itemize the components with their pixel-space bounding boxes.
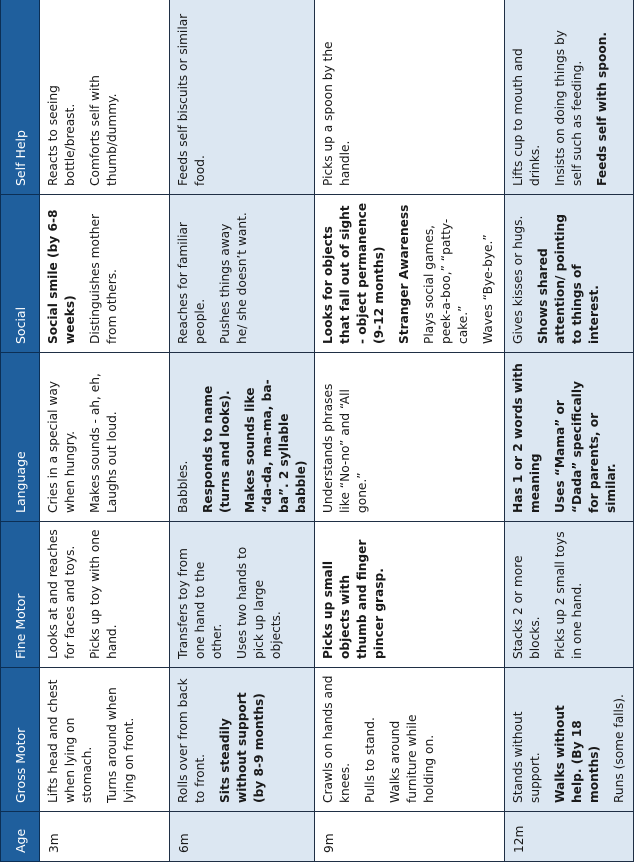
milestone-item: Walks around furniture while holding on.	[388, 714, 436, 803]
milestone-item: Stacks 2 or more blocks.	[511, 555, 542, 659]
milestone-item: Waves “Bye-bye.”	[481, 234, 495, 344]
milestone-item: Responds to name (turns and looks).	[201, 385, 232, 513]
gross-motor-cell	[40, 668, 170, 812]
self-help-cell	[315, 0, 505, 195]
fine-motor-cell	[170, 522, 315, 668]
table-body	[40, 0, 634, 862]
social-cell	[315, 195, 505, 353]
self-help-cell	[40, 0, 170, 195]
gross-motor-cell	[315, 668, 505, 812]
milestone-item: Picks up toy with one hand.	[88, 529, 119, 659]
header-fine-motor: Fine Motor	[1, 522, 40, 668]
milestone-item: Walks without help. (By 18 months)	[553, 705, 601, 803]
language-cell	[40, 353, 170, 522]
age-cell: 6m	[170, 812, 315, 862]
milestone-item: Crawls on hands and knees.	[321, 675, 352, 803]
age-cell: 12m	[505, 812, 634, 862]
header-social: Social	[1, 195, 40, 353]
milestone-item: Uses two hands to pick up large objects.	[235, 546, 283, 659]
milestone-item: Feeds self with spoon.	[595, 31, 609, 186]
milestone-item: Transfers toy from one hand to the other.	[176, 548, 224, 659]
header-gross-motor: Gross Motor	[1, 668, 40, 812]
milestone-item: Distinguishes mother from others.	[88, 214, 119, 344]
header-age: Age	[1, 812, 40, 862]
milestone-item: Understands phrases like “No-no” and “All gone.”	[321, 383, 369, 513]
age-cell: 9m	[315, 812, 505, 862]
table-row	[315, 0, 505, 862]
milestone-item: Shows shared attention/ pointing to things of interest.	[536, 214, 601, 344]
header-row	[1, 0, 40, 862]
social-cell	[40, 195, 170, 353]
milestone-item: Pulls to stand.	[363, 717, 377, 803]
milestone-item: Looks at and reaches for faces and toys.	[46, 529, 77, 659]
fine-motor-cell	[40, 522, 170, 668]
gross-motor-cell	[505, 668, 634, 812]
milestone-item: Comforts self with thumb/dummy.	[88, 75, 119, 186]
header-language: Language	[1, 353, 40, 522]
milestone-item: Looks for objects that fall out of sight - object permanence (9-12 months)	[321, 202, 386, 344]
milestone-item: Feeds self biscuits or similar food.	[176, 13, 207, 186]
milestone-item: Reacts to seeing bottle/breast.	[46, 85, 77, 186]
milestone-item: Lifts cup to mouth and drinks.	[511, 48, 542, 186]
milestone-item: Uses “Mama” or “Dada” specifically for parents, or similar.	[553, 381, 618, 513]
milestone-item: Reaches for familiar people.	[176, 222, 207, 344]
milestone-item: Plays social games, peek-a-boo,” “patty-cake.”	[422, 218, 470, 344]
table-row	[170, 0, 315, 862]
milestone-item: Makes sounds - ah, eh, Laughs out loud.	[88, 373, 119, 513]
milestone-item: Picks up a spoon by the handle.	[321, 41, 352, 186]
milestone-item: Stranger Awareness	[397, 204, 411, 344]
language-cell	[315, 353, 505, 522]
milestone-item: Gives kisses or hugs.	[511, 215, 525, 344]
self-help-cell	[505, 0, 634, 195]
milestone-item: Picks up 2 small toys in one hand.	[553, 531, 584, 659]
self-help-cell	[170, 0, 315, 195]
language-cell	[505, 353, 634, 522]
milestone-item: Insists on doing things by self such as feeding.	[553, 30, 584, 186]
milestone-item: Picks up small objects with thumb and finger pincer grasp.	[321, 539, 386, 659]
milestone-item: Babbles.	[176, 460, 190, 513]
age-cell: 3m	[40, 812, 170, 862]
social-cell	[505, 195, 634, 353]
milestone-item: Rolls over from back to front.	[176, 678, 207, 803]
milestone-item: Lifts head and chest when lying on stomach.	[46, 679, 94, 803]
milestone-item: Turns around when lying on front.	[105, 687, 136, 803]
table-row	[505, 0, 634, 862]
milestone-item: Runs (some falls).	[612, 694, 626, 803]
language-cell	[170, 353, 315, 522]
milestone-item: Pushes things away he/ she doesn’t want.	[218, 212, 249, 344]
header-self-help: Self Help	[1, 0, 40, 195]
milestone-item: Cries in a special way when hungry.	[46, 380, 77, 513]
social-cell	[170, 195, 315, 353]
fine-motor-cell	[505, 522, 634, 668]
gross-motor-cell	[170, 668, 315, 812]
milestone-item: Makes sounds like “da-da, ma-ma, ba-ba”. 2 syllable babble)	[243, 379, 308, 513]
milestone-item: Sits steadily without support (by 8-9 months)	[218, 692, 266, 803]
milestone-item: Stands without support.	[511, 711, 542, 803]
table-row	[40, 0, 170, 862]
milestone-item: Has 1 or 2 words with meaning	[511, 363, 542, 513]
milestone-item: Social smile (by 6-8 weeks)	[46, 209, 77, 344]
fine-motor-cell	[315, 522, 505, 668]
